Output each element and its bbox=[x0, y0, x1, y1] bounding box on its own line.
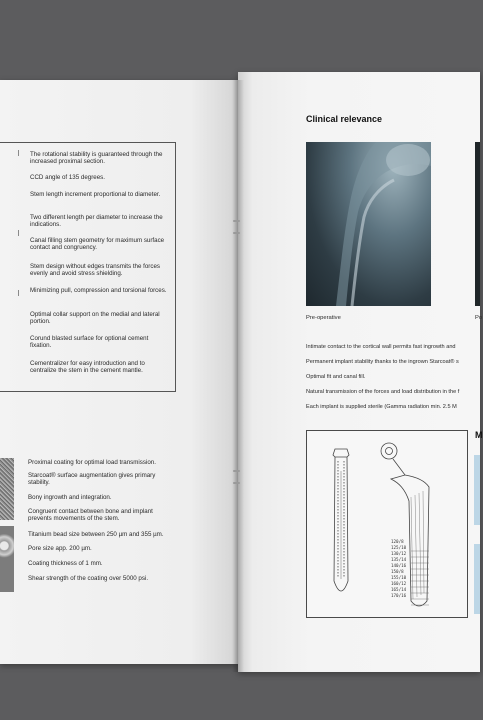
size-label: 160/12 bbox=[391, 581, 407, 586]
staple bbox=[233, 482, 240, 484]
page-title: Clinical relevance bbox=[306, 114, 383, 124]
coating-item: Bony ingrowth and integration. bbox=[28, 494, 112, 501]
size-labels bbox=[391, 539, 406, 599]
size-label: 135/14 bbox=[391, 557, 407, 562]
feature-item: Two different length per diameter to increase the indications. bbox=[30, 214, 163, 229]
coating-texture-image bbox=[0, 458, 14, 520]
coating-item: Shear strength of the coating over 5000 psi. bbox=[28, 575, 149, 582]
size-label: 155/10 bbox=[391, 575, 407, 580]
staple bbox=[233, 232, 240, 234]
coating-item: Pore size app. 200 µm. bbox=[28, 545, 92, 552]
staple bbox=[233, 220, 240, 222]
section-heading-partial: M bbox=[475, 430, 483, 440]
relevance-item: Natural transmission of the forces and load distribution in the f bbox=[306, 389, 460, 395]
coating-item: Starcoat® surface augmentation gives primary stability. bbox=[28, 472, 156, 487]
feature-item: Canal filling stem geometry for maximum surface contact and congruency. bbox=[30, 237, 165, 252]
coating-item: Congruent contact between bone and implant prevents movements of the stem. bbox=[28, 508, 153, 523]
feature-item: Cementralizer for easy introduction and to centralize the stem in the cement mantle. bbox=[30, 360, 145, 375]
divider bbox=[18, 290, 19, 296]
size-label: 150/8 bbox=[391, 569, 404, 574]
relevance-item: Optimal fit and canal fill. bbox=[306, 374, 366, 380]
size-label: 170/16 bbox=[391, 593, 407, 598]
caption-preoperative: Pre-operative bbox=[306, 315, 341, 321]
feature-item: Minimizing pull, compression and torsional forces. bbox=[30, 287, 167, 294]
size-label: 125/10 bbox=[391, 545, 407, 550]
divider bbox=[18, 230, 19, 236]
feature-item: The rotational stability is guaranteed through the increased proximal section. bbox=[30, 151, 163, 166]
feature-item: Optimal collar support on the medial and lateral portion. bbox=[30, 311, 160, 326]
implant-drawing-box bbox=[306, 430, 468, 618]
feature-item: Stem design without edges transmits the forces evenly and avoid stress shielding. bbox=[30, 263, 161, 278]
size-label: 165/14 bbox=[391, 587, 407, 592]
size-label: 140/16 bbox=[391, 563, 407, 568]
book-spine bbox=[232, 80, 244, 672]
xray-image-preoperative bbox=[306, 142, 431, 306]
feature-item: Stem length increment proportional to diameter. bbox=[30, 191, 161, 198]
divider bbox=[18, 150, 19, 156]
relevance-item: Intimate contact to the cortical wall permits fast ingrowth and bbox=[306, 344, 456, 350]
caption-postoperative: Po bbox=[475, 315, 483, 321]
coating-item: Titanium bead size between 250 µm and 355 µm. bbox=[28, 531, 164, 538]
info-panel bbox=[474, 544, 480, 614]
size-label: 120/8 bbox=[391, 539, 404, 544]
feature-item: CCD angle of 135 degrees. bbox=[30, 174, 105, 181]
relevance-item: Permanent implant stability thanks to the ingrown Starcoat® s bbox=[306, 359, 459, 365]
size-label: 130/12 bbox=[391, 551, 407, 556]
implant-drawing bbox=[307, 431, 467, 617]
staple bbox=[233, 470, 240, 472]
info-panel bbox=[474, 455, 480, 525]
feature-item: Corund blasted surface for optional cement fixation. bbox=[30, 335, 149, 350]
coating-item: Proximal coating for optimal load transmission. bbox=[28, 459, 156, 466]
bead-closeup-image bbox=[0, 526, 14, 592]
coating-item: Coating thickness of 1 mm. bbox=[28, 560, 103, 567]
relevance-item: Each implant is supplied sterile (Gamma radiation min. 2.5 M bbox=[306, 404, 457, 410]
xray-image-postoperative bbox=[475, 142, 480, 306]
